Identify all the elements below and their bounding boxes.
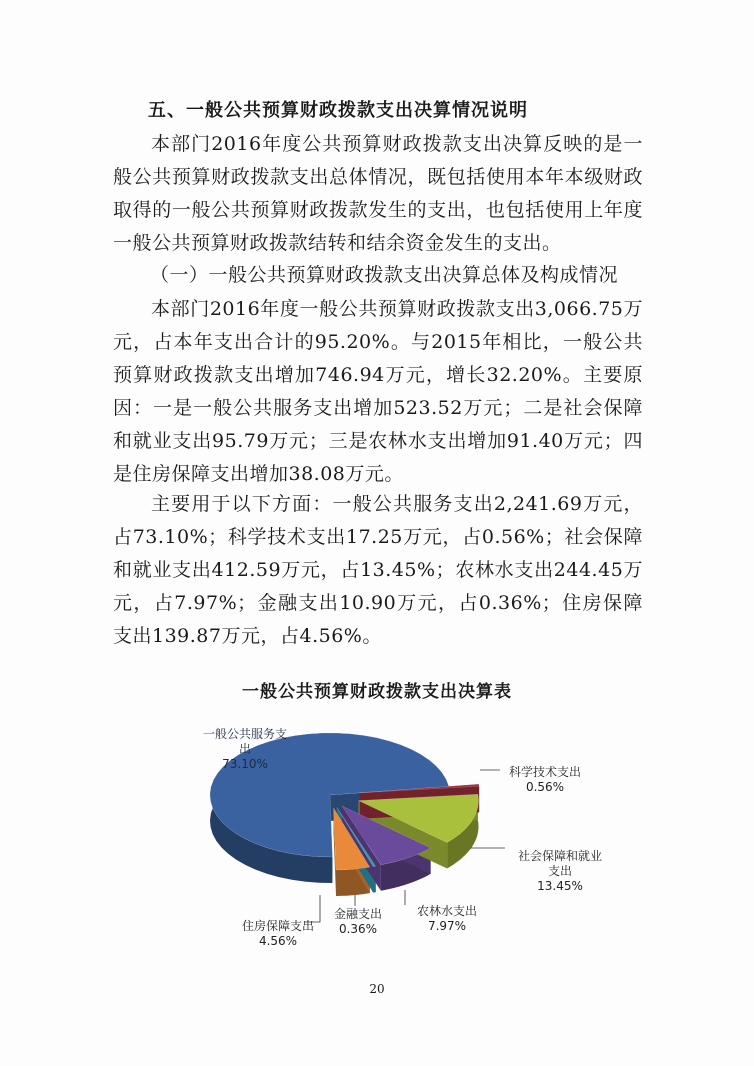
pie-data-label: 金融支出	[333, 907, 383, 921]
paragraph-overview: 本部门2016年度公共预算财政拨款支出决算反映的是一般公共预算财政拨款支出总体情况，既包括使用本年本级财政取得的一般公共预算财政拨款发生的支出，也包括使用上年度一般公共预算财政拨款结转和结余资金发生的支出。	[113, 133, 643, 254]
pie-data-label: 农林水支出	[416, 904, 478, 918]
pie-data-label: 一般公共服务支	[202, 727, 288, 741]
paragraph-main-uses: 主要用于以下方面：一般公共服务支出2,241.69万元，占73.10%；科学技术支出17.25万元，占0.56%；社会保障和就业支出412.59万元，占13.45%；农林水支出244.45万元，占7.97%；金融支出10.90万元，占0.36%；住房保障支出139.87万元，占4.56%。	[113, 493, 643, 647]
pie-data-label: 0.56%	[525, 780, 565, 794]
section-heading: 五、一般公共预算财政拨款支出决算情况说明	[148, 100, 528, 121]
page-number: 20	[369, 982, 385, 996]
pie-data-label: 73.10%	[222, 757, 268, 771]
chart-title: 一般公共预算财政拨款支出决算表	[242, 682, 512, 702]
pie-data-label: 科学技术支出	[508, 765, 582, 779]
pie-data-label: 社会保障和就业	[517, 849, 603, 863]
pie-data-label: 7.97%	[427, 919, 467, 933]
pie-data-label: 支出	[547, 864, 573, 878]
label-leader-line	[305, 895, 320, 922]
pie-data-label: 0.36%	[338, 922, 378, 936]
pie-data-label: 住房保障支出	[241, 919, 315, 933]
pie-data-label: 13.45%	[537, 879, 583, 893]
paragraph-total-expenditure: 本部门2016年度一般公共预算财政拨款支出3,066.75万元，占本年支出合计的95.20%。与2015年相比，一般公共预算财政拨款支出增加746.94万元，增长32.20%。主要原因：一是一般公共服务支出增加523.52万元；二是社会保障和就业支出95.79万元；三是农林水支出增加91.40万元；四是住房保障支出增加38.08万元。	[113, 298, 643, 485]
pie-chart	[0, 700, 754, 980]
pie-chart-svg	[0, 700, 754, 980]
pie-data-label: 4.56%	[258, 934, 298, 948]
pie-data-label: 出	[238, 742, 252, 756]
sub-heading: （一）一般公共预算财政拨款支出决算总体及构成情况	[150, 264, 619, 286]
